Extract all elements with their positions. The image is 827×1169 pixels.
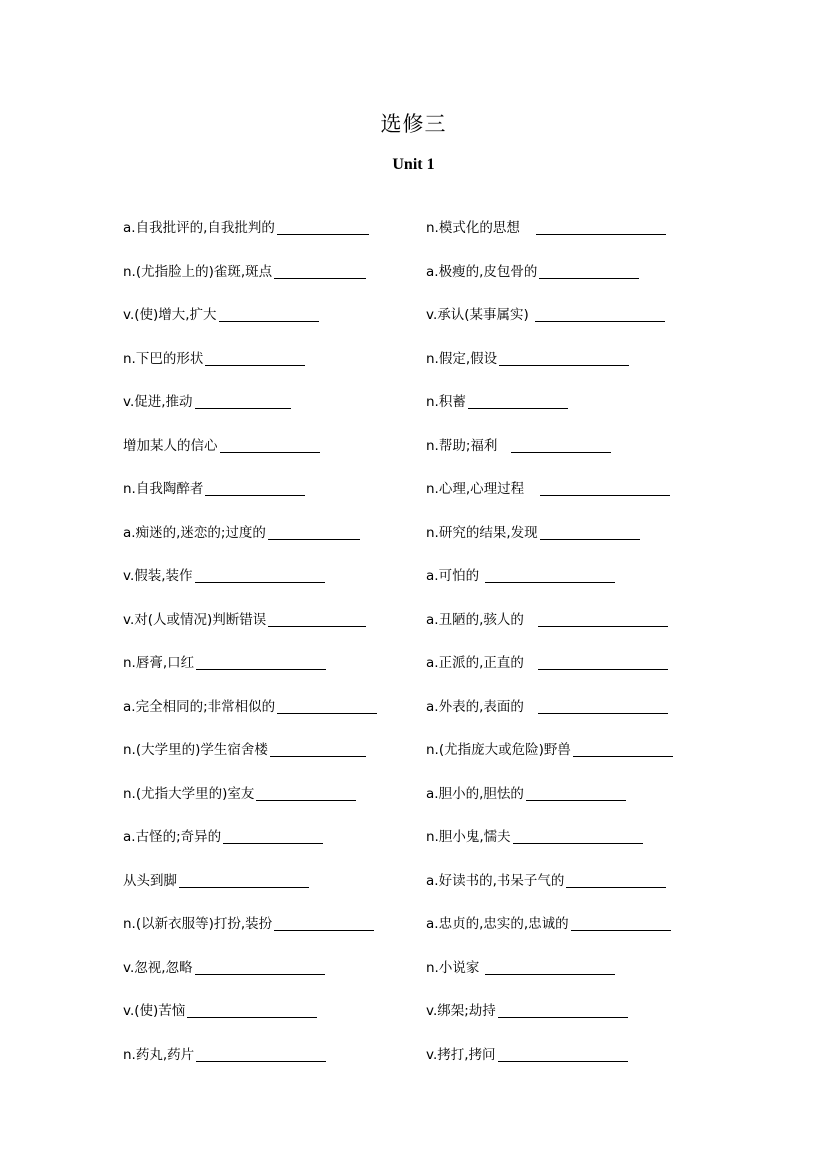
answer-blank[interactable] bbox=[540, 523, 640, 540]
answer-blank[interactable] bbox=[566, 871, 666, 888]
answer-blank[interactable] bbox=[268, 610, 366, 627]
vocab-item bbox=[123, 566, 377, 610]
vocab-item bbox=[426, 914, 673, 958]
vocab-item bbox=[123, 1001, 377, 1045]
answer-blank[interactable] bbox=[536, 218, 666, 235]
vocab-prompt: v.绑架;劫持 bbox=[426, 1003, 496, 1019]
left-column bbox=[123, 218, 377, 1088]
vocab-item bbox=[123, 479, 377, 523]
vocab-item bbox=[123, 305, 377, 349]
vocab-item bbox=[123, 218, 377, 262]
right-column bbox=[426, 218, 673, 1088]
answer-blank[interactable] bbox=[256, 784, 356, 801]
vocab-prompt: n.(尤指脸上的)雀斑,斑点 bbox=[123, 263, 273, 280]
answer-blank[interactable] bbox=[498, 1001, 628, 1018]
answer-blank[interactable] bbox=[538, 697, 668, 714]
answer-blank[interactable] bbox=[538, 653, 668, 670]
answer-blank[interactable] bbox=[220, 436, 320, 453]
vocab-prompt: a.胆小的,胆怯的 bbox=[426, 785, 524, 802]
vocab-prompt: n.积蓄 bbox=[426, 394, 466, 410]
vocab-item bbox=[123, 784, 377, 828]
vocab-prompt: a.古怪的;奇异的 bbox=[123, 829, 222, 845]
answer-blank[interactable] bbox=[571, 914, 671, 931]
vocab-prompt: n.(尤指庞大或危险)野兽 bbox=[426, 742, 571, 758]
vocab-item bbox=[426, 523, 673, 567]
answer-blank[interactable] bbox=[268, 523, 360, 540]
vocab-item bbox=[426, 1045, 673, 1089]
vocab-prompt: a.痴迷的,迷恋的;过度的 bbox=[123, 524, 266, 541]
answer-blank[interactable] bbox=[274, 914, 374, 931]
vocab-prompt: v.(使)苦恼 bbox=[123, 1003, 186, 1019]
vocab-prompt: n.(以新衣服等)打扮,装扮 bbox=[123, 916, 273, 932]
answer-blank[interactable] bbox=[535, 305, 665, 322]
vocab-item bbox=[426, 610, 673, 654]
answer-blank[interactable] bbox=[513, 827, 643, 844]
vocab-prompt: v.对(人或情况)判断错误 bbox=[123, 611, 267, 628]
vocab-item bbox=[426, 784, 673, 828]
vocab-item bbox=[426, 871, 673, 915]
vocab-prompt: n.(尤指大学里的)室友 bbox=[123, 785, 255, 802]
vocab-prompt: v.忽视,忽略 bbox=[123, 959, 193, 976]
vocab-prompt: a.丑陋的,骇人的 bbox=[426, 611, 524, 628]
vocab-item bbox=[426, 262, 673, 306]
vocab-prompt: n.唇膏,口红 bbox=[123, 655, 195, 671]
vocab-prompt: v.承认(某事属实) bbox=[426, 307, 529, 323]
vocab-prompt: n.帮助;福利 bbox=[426, 437, 498, 454]
vocab-prompt: a.完全相同的;非常相似的 bbox=[123, 698, 276, 715]
vocab-prompt: n.自我陶醉者 bbox=[123, 481, 204, 497]
answer-blank[interactable] bbox=[573, 740, 673, 757]
vocab-prompt: n.模式化的思想 bbox=[426, 220, 520, 236]
vocab-prompt: n.小说家 bbox=[426, 959, 480, 976]
vocab-prompt: 从头到脚 bbox=[123, 872, 177, 889]
page-title: 选修三 bbox=[380, 112, 447, 136]
answer-blank[interactable] bbox=[179, 871, 309, 888]
vocab-item bbox=[426, 436, 673, 480]
answer-blank[interactable] bbox=[195, 958, 325, 975]
vocab-item bbox=[426, 218, 673, 262]
answer-blank[interactable] bbox=[526, 784, 626, 801]
answer-blank[interactable] bbox=[196, 653, 326, 670]
vocab-item bbox=[123, 436, 377, 480]
vocab-item bbox=[426, 827, 673, 871]
answer-blank[interactable] bbox=[540, 479, 670, 496]
vocab-item bbox=[426, 566, 673, 610]
vocab-prompt: v.促进,推动 bbox=[123, 394, 193, 410]
vocab-prompt: n.研究的结果,发现 bbox=[426, 524, 538, 541]
vocab-prompt: n.(大学里的)学生宿舍楼 bbox=[123, 742, 268, 758]
vocab-item bbox=[123, 392, 377, 436]
answer-blank[interactable] bbox=[205, 349, 305, 366]
answer-blank[interactable] bbox=[485, 566, 615, 583]
vocab-prompt: 增加某人的信心 bbox=[123, 437, 218, 454]
answer-blank[interactable] bbox=[277, 697, 377, 714]
vocab-prompt: v.拷打,拷问 bbox=[426, 1046, 496, 1063]
vocab-prompt: n.心理,心理过程 bbox=[426, 481, 525, 497]
vocab-item bbox=[123, 262, 377, 306]
vocab-item bbox=[426, 305, 673, 349]
answer-blank[interactable] bbox=[195, 392, 291, 409]
vocab-prompt: a.极瘦的,皮包骨的 bbox=[426, 263, 538, 280]
vocab-item bbox=[123, 523, 377, 567]
answer-blank[interactable] bbox=[277, 218, 369, 235]
vocab-item bbox=[123, 697, 377, 741]
vocab-prompt: n.胆小鬼,懦夫 bbox=[426, 829, 511, 845]
vocab-item bbox=[123, 1045, 377, 1089]
vocab-prompt: a.好读书的,书呆子气的 bbox=[426, 872, 565, 889]
vocab-item bbox=[426, 349, 673, 393]
vocab-prompt: a.正派的,正直的 bbox=[426, 655, 524, 671]
answer-blank[interactable] bbox=[498, 1045, 628, 1062]
vocab-prompt: a.自我批评的,自我批判的 bbox=[123, 220, 275, 236]
answer-blank[interactable] bbox=[468, 392, 568, 409]
vocab-item bbox=[426, 479, 673, 523]
vocab-prompt: n.药丸,药片 bbox=[123, 1046, 195, 1063]
vocab-item bbox=[123, 653, 377, 697]
answer-blank[interactable] bbox=[274, 262, 366, 279]
vocab-item bbox=[426, 392, 673, 436]
answer-blank[interactable] bbox=[187, 1001, 317, 1018]
vocab-item bbox=[123, 871, 377, 915]
vocab-prompt: a.忠贞的,忠实的,忠诚的 bbox=[426, 916, 569, 932]
vocab-item bbox=[123, 610, 377, 654]
vocab-prompt: n.假定,假设 bbox=[426, 350, 498, 367]
answer-blank[interactable] bbox=[195, 566, 325, 583]
vocab-item bbox=[426, 958, 673, 1002]
vocab-item bbox=[123, 740, 377, 784]
vocab-item bbox=[123, 958, 377, 1002]
vocab-item bbox=[426, 653, 673, 697]
vocab-item bbox=[123, 349, 377, 393]
answer-blank[interactable] bbox=[539, 262, 639, 279]
answer-blank[interactable] bbox=[538, 610, 668, 627]
answer-blank[interactable] bbox=[219, 305, 319, 322]
vocab-prompt: n.下巴的形状 bbox=[123, 350, 204, 367]
vocab-item bbox=[123, 827, 377, 871]
vocab-item bbox=[426, 1001, 673, 1045]
answer-blank[interactable] bbox=[205, 479, 305, 496]
answer-blank[interactable] bbox=[511, 436, 611, 453]
unit-heading: Unit 1 bbox=[392, 156, 435, 173]
answer-blank[interactable] bbox=[485, 958, 615, 975]
vocab-prompt: v.假装,装作 bbox=[123, 568, 193, 584]
vocab-item bbox=[426, 697, 673, 741]
vocab-item bbox=[123, 914, 377, 958]
vocab-prompt: a.外表的,表面的 bbox=[426, 698, 524, 715]
answer-blank[interactable] bbox=[223, 827, 323, 844]
answer-blank[interactable] bbox=[196, 1045, 326, 1062]
vocab-prompt: a.可怕的 bbox=[426, 568, 480, 584]
answer-blank[interactable] bbox=[499, 349, 629, 366]
vocab-prompt: v.(使)增大,扩大 bbox=[123, 307, 217, 323]
vocab-item bbox=[426, 740, 673, 784]
answer-blank[interactable] bbox=[270, 740, 366, 757]
